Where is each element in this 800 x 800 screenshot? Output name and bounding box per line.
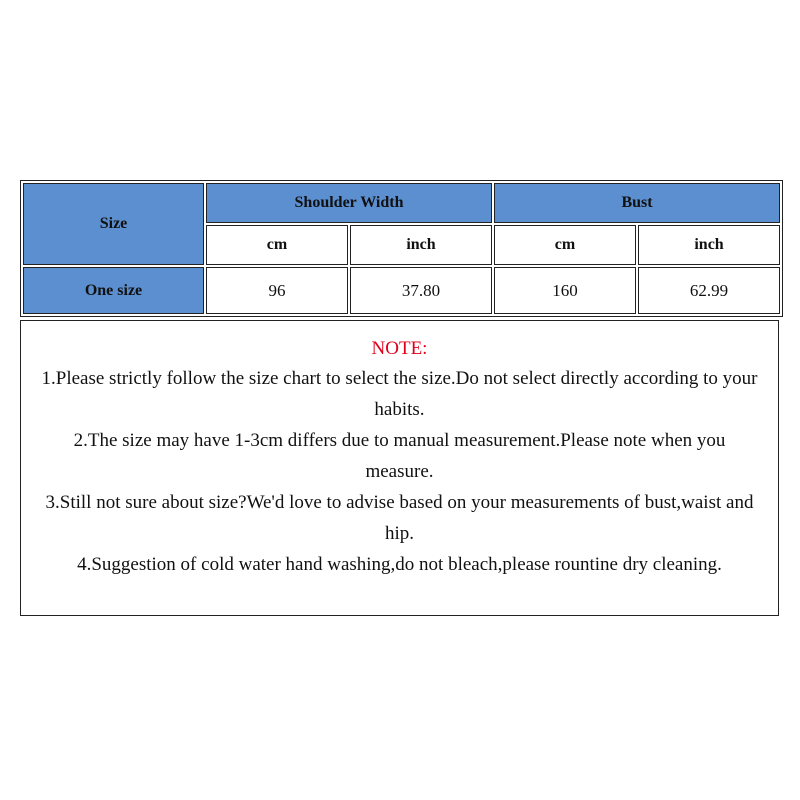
note-line-3: 3.Still not sure about size?We'd love to advise based on your measurements of bust,waist and hip. bbox=[45, 492, 754, 544]
table-row bbox=[23, 267, 780, 314]
bust-cm-unit: cm bbox=[494, 225, 636, 265]
note-line-1: 1.Please strictly follow the size chart to select the size.Do not select directly according to your habits. bbox=[41, 368, 758, 420]
size-chart-table bbox=[20, 180, 783, 317]
note-line-4: 4.Suggestion of cold water hand washing,do not bleach,please rountine dry cleaning. bbox=[77, 554, 722, 575]
bust-inch-value: 62.99 bbox=[638, 267, 780, 314]
shoulder-width-header: Shoulder Width bbox=[206, 183, 492, 223]
size-header-cell: Size bbox=[23, 183, 204, 265]
note-title: NOTE: bbox=[371, 338, 428, 359]
row-size-label: One size bbox=[23, 267, 204, 314]
bust-header: Bust bbox=[494, 183, 780, 223]
shoulder-inch-unit: inch bbox=[350, 225, 492, 265]
table-header-row bbox=[23, 183, 780, 223]
note-box bbox=[20, 320, 779, 616]
shoulder-cm-unit: cm bbox=[206, 225, 348, 265]
note-line-2: 2.The size may have 1-3cm differs due to manual measurement.Please note when you measure. bbox=[73, 430, 726, 482]
shoulder-cm-value: 96 bbox=[206, 267, 348, 314]
shoulder-inch-value: 37.80 bbox=[350, 267, 492, 314]
bust-inch-unit: inch bbox=[638, 225, 780, 265]
bust-cm-value: 160 bbox=[494, 267, 636, 314]
